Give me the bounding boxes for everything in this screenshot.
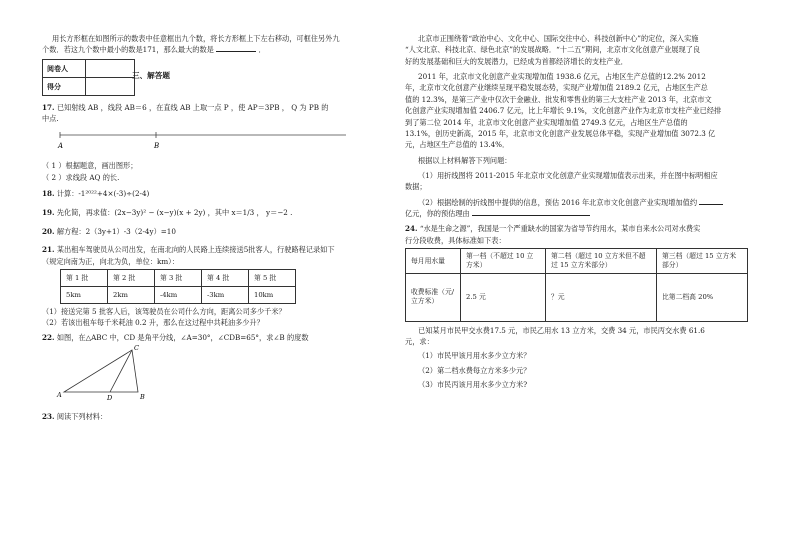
material-p2-line7: 元，占地区生产总值的 13.4%． [405,140,510,150]
vertex-c-label: C [134,344,139,353]
score-cell[interactable] [86,77,135,95]
q23-sub2-line2: 亿元，你的预估理由 [405,209,755,218]
left-column [42,34,397,423]
q17-text: 17. 已知射线 AB ，线段 AB＝6 ，在直线 AB 上取一点 P ，使 AP＝3PB ， Q 为 PB 的 [42,102,329,112]
answer-blank[interactable] [216,51,256,52]
q23-sub1-line1: （1）用折线图将 2011-2015 年北京市文化创意产业实现增加值表示出来，并在图中标明相应 [418,170,718,180]
material-p2-line4: 化创意产业实现增加值 2406.7 亿元，比上年增长 9.1%，文化创意产业作为北京市支柱产业已经排 [405,106,722,116]
q21-sub2: （2）若该出租车每千米耗油 0.2 升，那么在这过程中共耗油多少升？ [42,318,264,328]
q24-sub1: （1）市民甲该月用水多少立方米？ [418,351,531,361]
q17-sub1: （ 1 ）根据题意，画出图形； [42,161,138,171]
estimate-blank[interactable] [699,204,723,205]
trip-header-cell: 第 4 批 [202,269,249,286]
water-header-cell: 第二档（超过 10 立方米但不超过 15 立方米部分） [546,249,657,274]
material-p2-line6: 13.1%，创历史新高，2015 年，北京市文化创意产业发展总体平稳，实现产业增加值 3072.3 亿 [405,128,716,138]
q20-text: 20. 解方程：2（3y+1）-3（2-4y）=10 [42,226,176,236]
ask-text: 根据以上材料解答下列问题： [418,155,512,165]
trip-header-cell: 第 3 批 [155,269,202,286]
water-value-cell: 比第二档高 20% [657,273,748,321]
q17-text-cont: 中点. [42,114,59,124]
trip-table-header [61,269,296,286]
review-box [42,59,135,96]
score-label: 得分 [43,77,86,95]
material-p2-line3: 值的 12.3%，是第三产业中仅次于金融业、批发和零售业的第三大支柱产业 2013 年，北京市文 [405,94,712,104]
q23-sub2-line1: （2）根据绘制的折线图中提供的信息，预估 2016 年北京市文化创意产业实现增加值约 [405,198,755,207]
q21-sub1: （1）接送完第 5 批客人后，该驾驶员在公司什么方向，距离公司多少千米？ [42,306,286,316]
trip-table-row [61,286,296,303]
right-column [405,34,755,392]
q24-sub3: （3）市民丙该月用水多少立方米? [418,380,528,390]
q18-text: 18. 计算：-1²⁰²²+4×(-3)÷(2-4) [42,189,150,199]
water-value-cell: ？元 [546,273,657,321]
water-fee-table [405,248,748,322]
triangle-figure [56,344,176,402]
q23-text: 23. 阅读下列材料： [42,412,108,422]
reviewer-label: 阅卷人 [43,59,86,77]
section-title: 三、解答题 [132,70,170,80]
material-p1-line3: 好的发展基础和巨大的发展潜力，已经成为首都经济增长的支柱产业． [405,56,628,66]
intro-text-line2: 个数．若这九个数中最小的数是171，那么最大的数是 ． [42,45,266,55]
trip-value-cell: -4km [155,286,202,303]
trip-value-cell: 5km [61,286,108,303]
q23-sub1-line2: 数据； [405,182,427,192]
trip-header-cell: 第 5 批 [249,269,296,286]
material-p1-line2: “人文北京、科技北京、绿色北京”的发展战略．“十二五”期间，北京市文化创意产业展现了良 [405,45,701,55]
q24-condition-line1: 已知某月市民甲交水费17.5 元，市民乙用水 13 立方米，交费 34 元，市民丙交水费 61.6 [418,325,705,335]
bisector-cd [110,350,132,392]
material-p2-line5: 到了第二位 2014 年，北京市文化创意产业实现增加值 2749.3 亿元，占地区生产总值的 [405,117,688,127]
material-p2-line1: 2011 年，北京市文化创意产业实现增加值 1938.6 亿元，占地区生产总值的12.2% 2012 [418,72,706,82]
q21-text: 21. 某出租车驾驶员从公司出发，在南北向的人民路上连续接送5批客人，行驶路程记录如下 [42,245,335,255]
water-header-cell: 第一档（不超过 10 立方米） [461,249,546,274]
triangle-abc [64,350,138,392]
review-box-area [42,59,397,99]
water-value-cell: 收费标准（元/立方米） [406,273,461,321]
q24-text-cont: 行分段收费，具体标准如下表： [405,235,506,245]
intro-text-line1: 用长方形框在如图所示的数表中任意框出九个数，将长方形框上下左右移动，可框住另外九 [52,34,340,43]
q21-text-cont: （规定向南为正，向北为负，单位：km）： [42,256,179,266]
point-b-label: B [154,142,160,151]
q17-sub2: （ 2 ）求线段 AQ 的长. [42,172,120,182]
ray-figure [56,125,356,157]
point-d-label: D [107,394,113,403]
q22-text: 22. 如图，在△ABC 中，CD 是角平分线，∠A=30°，∠CDB=65°，求∠B 的度数 [42,332,309,342]
material-p1-line1: 北京市正围绕着“政治中心、文化中心、国际交往中心、科技创新中心”的定位，深入实施 [418,34,699,43]
trip-header-cell: 第 2 批 [108,269,155,286]
water-value-cell: 2.5 元 [461,273,546,321]
reviewer-cell[interactable] [86,59,135,77]
water-header-cell: 每月用水量 [406,249,461,274]
point-a-label: A [58,142,64,151]
vertex-a-label: A [57,391,62,400]
q24-sub2: （2）第二档水费每立方米多少元？ [418,365,531,375]
material-p2-line2: 年，北京市文化创意产业继续呈现平稳发展态势，实现产业增加值 2189.2 亿元，占地区生产总 [405,83,708,93]
trip-value-cell: 10km [249,286,296,303]
water-header-cell: 第三档（超过 15 立方米部分） [657,249,748,274]
trip-header-cell: 第 1 批 [61,269,108,286]
water-table-header [406,249,748,274]
vertex-b-label: B [140,393,145,402]
q24-condition-line2: 元，求： [405,337,434,347]
q24-text: 24. “水是生命之源”，我国是一个严重缺水的国家为省导节约用水，某市自来水公司对水费实 [405,224,701,234]
water-table-row [406,273,748,321]
trip-value-cell: -3km [202,286,249,303]
trip-value-cell: 2km [108,286,155,303]
q19-text: 19. 先化简，再求值：(2x−3y)² − (x−y)(x + 2y) ，其中 x＝1/3 ， y＝−2 . [42,207,293,217]
reason-blank[interactable] [472,215,590,216]
trip-table [60,269,296,304]
